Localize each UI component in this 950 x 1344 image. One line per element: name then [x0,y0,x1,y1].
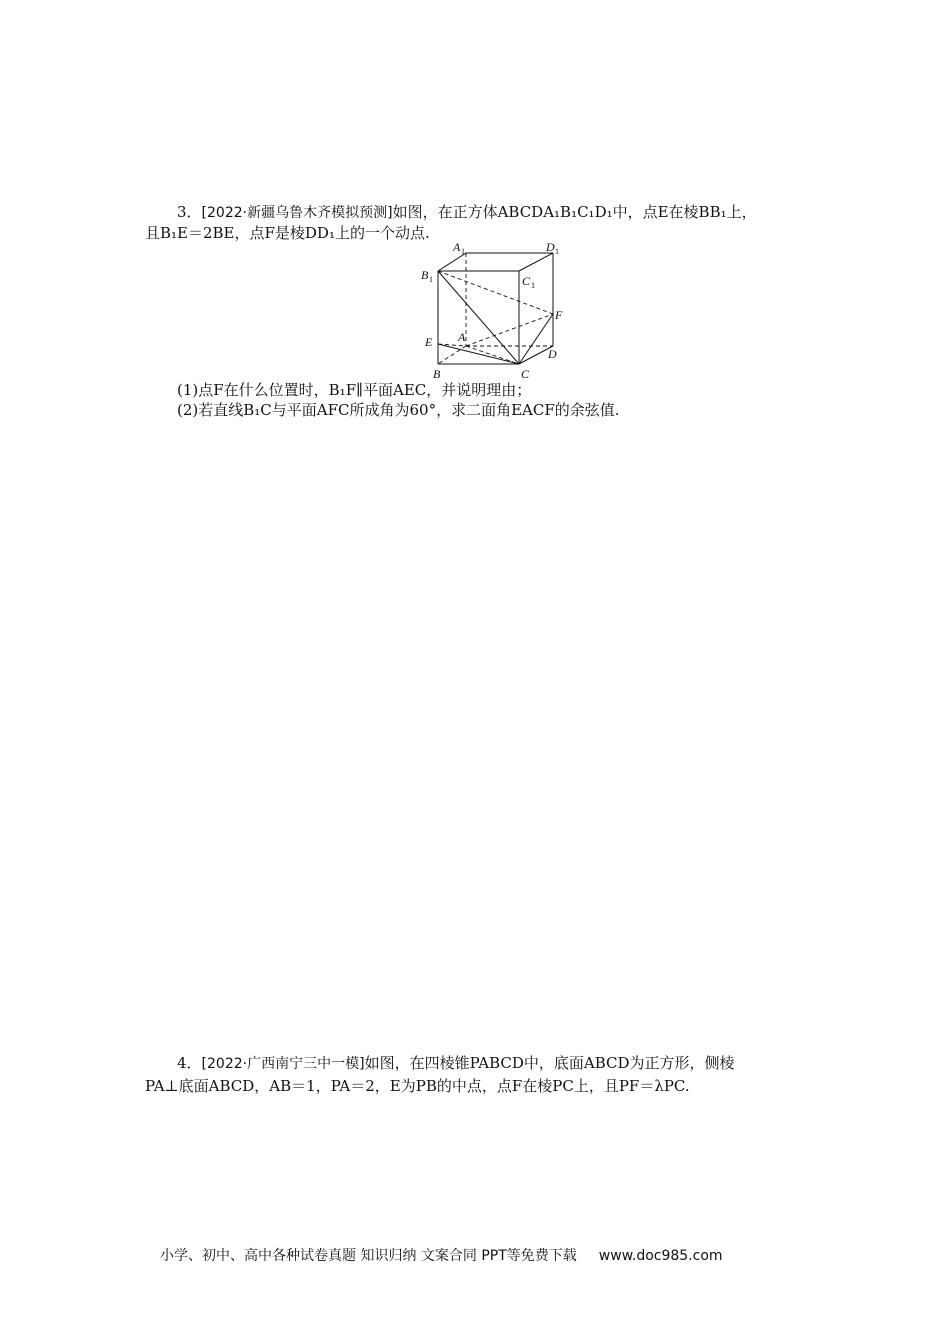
problem3-question1 [177,380,531,400]
label-A1-sub: 1 [461,247,465,256]
problem4-line1 [177,1053,735,1074]
label-F: F [555,308,563,322]
problem4-source: [2022·广西南宁三中一模] [201,1056,365,1072]
label-E: E [425,335,433,349]
problem3-question2 [177,400,620,420]
label-C1-sub: 1 [531,281,535,290]
label-A: A [458,330,466,344]
label-D1-sub: 1 [555,247,559,256]
problem3-number: 3． [177,203,202,221]
label-B1-sub: 1 [429,275,433,284]
problem4-line2 [145,1076,690,1096]
problem4-number: 4． [177,1054,202,1072]
label-B1: B [421,268,429,282]
problem3-q1-text: (1)点F在什么位置时，B₁F∥平面AEC，并说明理由； [177,381,532,399]
footer-text: 小学、初中、高中各种试卷真题 知识归纳 文案合同 PPT等免费下载 [160,1248,577,1264]
label-B: B [433,367,441,380]
label-D1: D [546,240,555,254]
problem4-text-line1: 如图，在四棱锥PABCD中，底面ABCD为正方形，侧棱 [364,1054,735,1072]
problem4-text-line2: PA⊥底面ABCD，AB＝1，PA＝2，E为PB的中点，点F在棱PC上，且PF＝λPC. [145,1077,690,1095]
problem3-line1 [177,202,757,223]
label-A1: A [453,240,461,254]
problem3-q2-text: (2)若直线B₁C与平面AFC所成角为60°，求二面角EACF的余弦值. [177,401,620,419]
problem3-text-line2: 且B₁E＝2BE，点F是棱DD₁上的一个动点. [145,224,430,242]
problem3-line2 [145,223,430,243]
problem3-source: [2022·新疆乌鲁木齐模拟预测] [201,205,393,221]
cube-figure [418,238,578,380]
label-D: D [548,347,557,361]
problem3-text-line1: 如图，在正方体ABCDA₁B₁C₁D₁中，点E在棱BB₁上， [392,203,757,221]
footer-site-link[interactable]: www.doc985.com [598,1248,723,1264]
page-footer [160,1245,723,1265]
label-C: C [521,367,530,380]
label-C1: C [522,274,531,288]
